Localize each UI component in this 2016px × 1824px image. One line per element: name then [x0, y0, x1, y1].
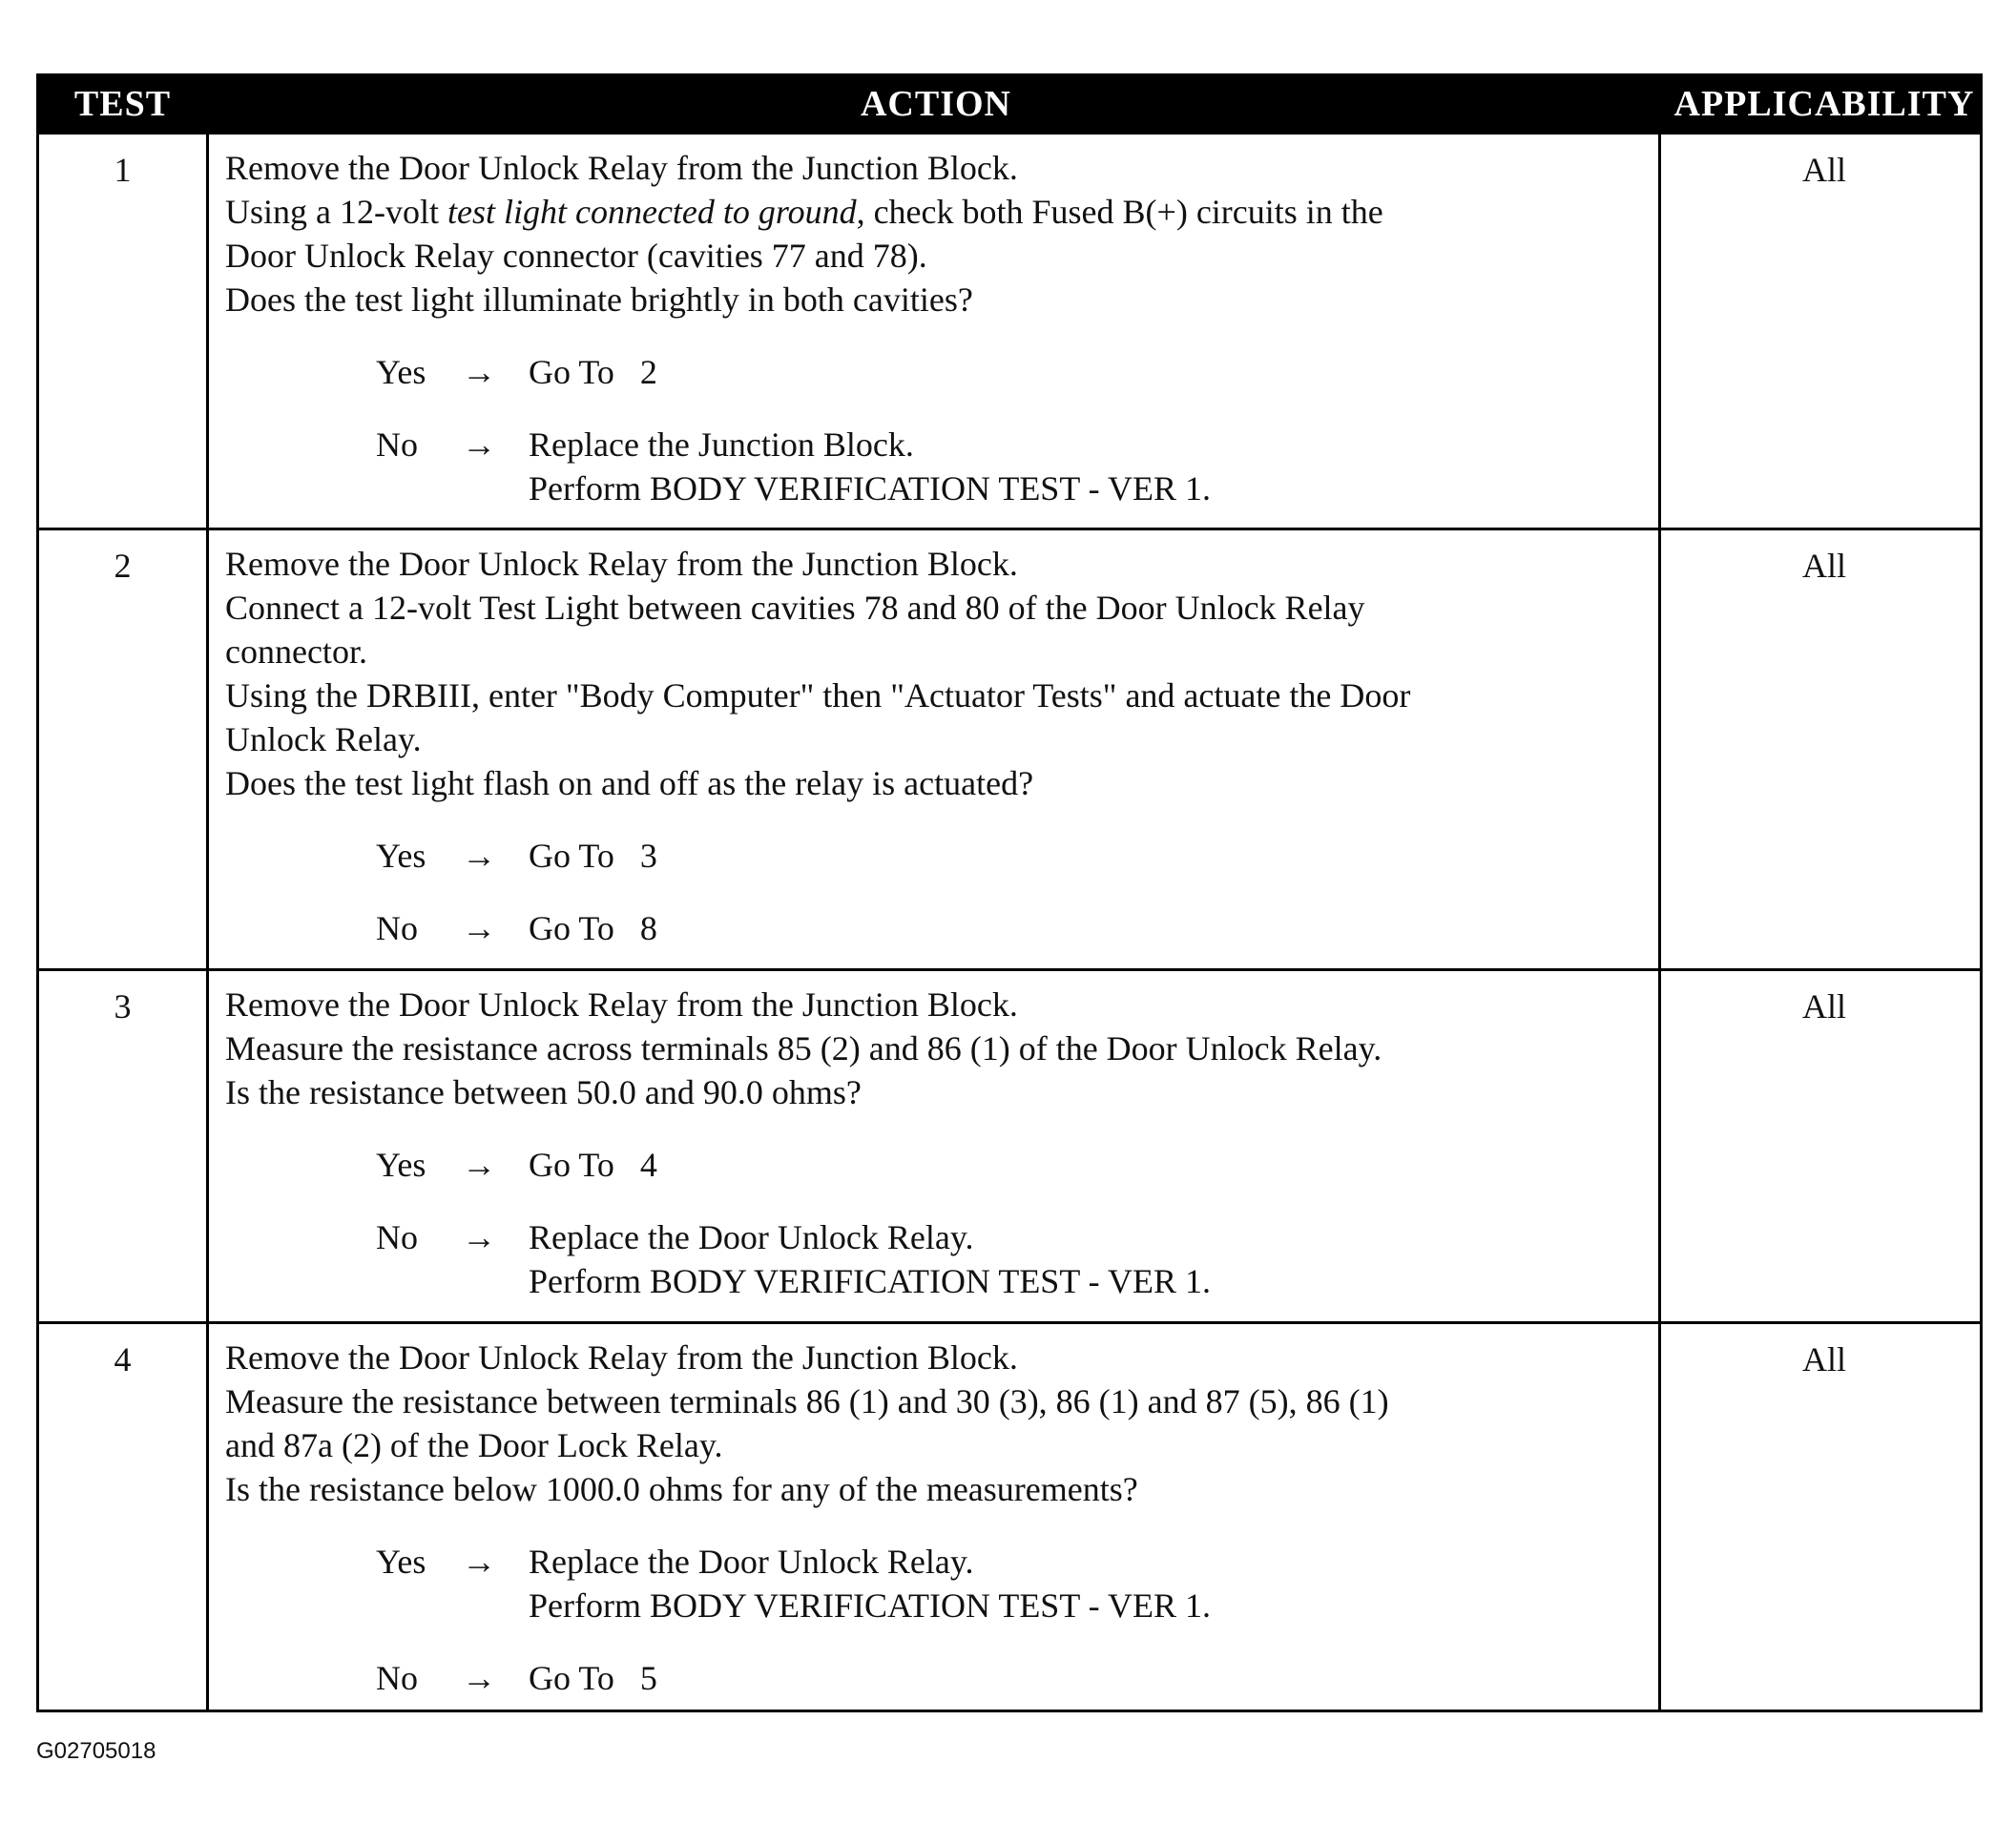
- arrow-icon: →: [462, 1659, 496, 1697]
- no-result: Go To 8: [529, 909, 657, 947]
- table-row: [39, 528, 1980, 968]
- action-line: connector.: [225, 632, 367, 671]
- yes-result: Go To 3: [529, 837, 657, 875]
- header-applicability: APPLICABILITY: [1673, 84, 1975, 124]
- test-number: 3: [114, 987, 132, 1026]
- yes-result: Go To 2: [529, 353, 657, 391]
- no-branch: [225, 1656, 1656, 1700]
- header-action: ACTION: [860, 84, 1012, 124]
- arrow-icon: →: [462, 353, 496, 391]
- arrow-icon: →: [462, 1146, 496, 1184]
- no-label: No: [376, 1659, 418, 1697]
- arrow-icon: →: [462, 837, 496, 875]
- no-branch: [225, 1215, 1656, 1259]
- no-branch: [225, 906, 1656, 950]
- no-label: No: [376, 425, 418, 464]
- no-label: No: [376, 1218, 418, 1256]
- yes-result-line2: Perform BODY VERIFICATION TEST - VER 1.: [529, 1586, 1212, 1625]
- action-line: Is the resistance below 1000.0 ohms for any of the measurements?: [225, 1470, 1138, 1508]
- yes-label: Yes: [376, 837, 426, 875]
- action-cell: [225, 1336, 1656, 1700]
- yes-label: Yes: [376, 1146, 426, 1184]
- action-line: Using a 12-volt test light connected to ground, check both Fused B(+) circuits in the: [225, 193, 1383, 231]
- action-line: Remove the Door Unlock Relay from the Junction Block.: [225, 985, 1018, 1024]
- no-result: Replace the Junction Block.: [529, 425, 914, 464]
- action-cell: [225, 542, 1656, 950]
- no-branch: [225, 423, 1656, 466]
- action-cell: [225, 146, 1656, 510]
- yes-branch: [225, 1143, 1656, 1187]
- yes-branch: [225, 834, 1656, 878]
- test-number: 1: [114, 151, 132, 189]
- action-line: Remove the Door Unlock Relay from the Junction Block.: [225, 545, 1018, 583]
- action-line: Does the test light flash on and off as the relay is actuated?: [225, 764, 1034, 802]
- table-header: [39, 76, 1980, 132]
- test-number: 2: [114, 547, 132, 585]
- applicability-cell: All: [1801, 1340, 1846, 1378]
- action-line: Using the DRBIII, enter "Body Computer" then "Actuator Tests" and actuate the Door: [225, 676, 1411, 715]
- action-line: Unlock Relay.: [225, 720, 422, 758]
- action-line: Remove the Door Unlock Relay from the Junction Block.: [225, 1338, 1018, 1377]
- table-row: [39, 132, 1980, 528]
- no-result-line2: Perform BODY VERIFICATION TEST - VER 1.: [529, 1262, 1212, 1300]
- action-line: Door Unlock Relay connector (cavities 77 and 78).: [225, 237, 927, 275]
- applicability-cell: All: [1801, 547, 1846, 585]
- action-line: and 87a (2) of the Door Lock Relay.: [225, 1426, 723, 1464]
- table-row: [39, 968, 1980, 1321]
- diagnostic-table: [36, 73, 1983, 1712]
- action-line: Is the resistance between 50.0 and 90.0 ohms?: [225, 1073, 862, 1111]
- header-test: TEST: [73, 84, 172, 124]
- no-result-line2: Perform BODY VERIFICATION TEST - VER 1.: [529, 469, 1212, 508]
- arrow-icon: →: [462, 1218, 496, 1256]
- action-line: Measure the resistance between terminals 86 (1) and 30 (3), 86 (1) and 87 (5), 86 (1): [225, 1382, 1389, 1420]
- yes-label: Yes: [376, 353, 426, 391]
- yes-branch: [225, 1540, 1656, 1584]
- arrow-icon: →: [462, 909, 496, 947]
- yes-branch: [225, 350, 1656, 394]
- action-line: Measure the resistance across terminals 85 (2) and 86 (1) of the Door Unlock Relay.: [225, 1029, 1382, 1067]
- yes-result: Replace the Door Unlock Relay.: [529, 1543, 974, 1581]
- yes-label: Yes: [376, 1543, 426, 1581]
- arrow-icon: →: [462, 1543, 496, 1581]
- yes-result: Go To 4: [529, 1146, 657, 1184]
- applicability-cell: All: [1801, 987, 1846, 1026]
- action-cell: [225, 983, 1656, 1303]
- action-line: Remove the Door Unlock Relay from the Junction Block.: [225, 149, 1018, 187]
- test-number: 4: [114, 1340, 132, 1378]
- arrow-icon: →: [462, 425, 496, 464]
- no-label: No: [376, 909, 418, 947]
- action-line: Connect a 12-volt Test Light between cavities 78 and 80 of the Door Unlock Relay: [225, 589, 1365, 627]
- table-row: [39, 1321, 1980, 1710]
- applicability-cell: All: [1801, 151, 1846, 189]
- no-result: Go To 5: [529, 1659, 657, 1697]
- figure-code: G02705018: [36, 1738, 156, 1764]
- action-line: Does the test light illuminate brightly in both cavities?: [225, 280, 973, 319]
- no-result: Replace the Door Unlock Relay.: [529, 1218, 974, 1256]
